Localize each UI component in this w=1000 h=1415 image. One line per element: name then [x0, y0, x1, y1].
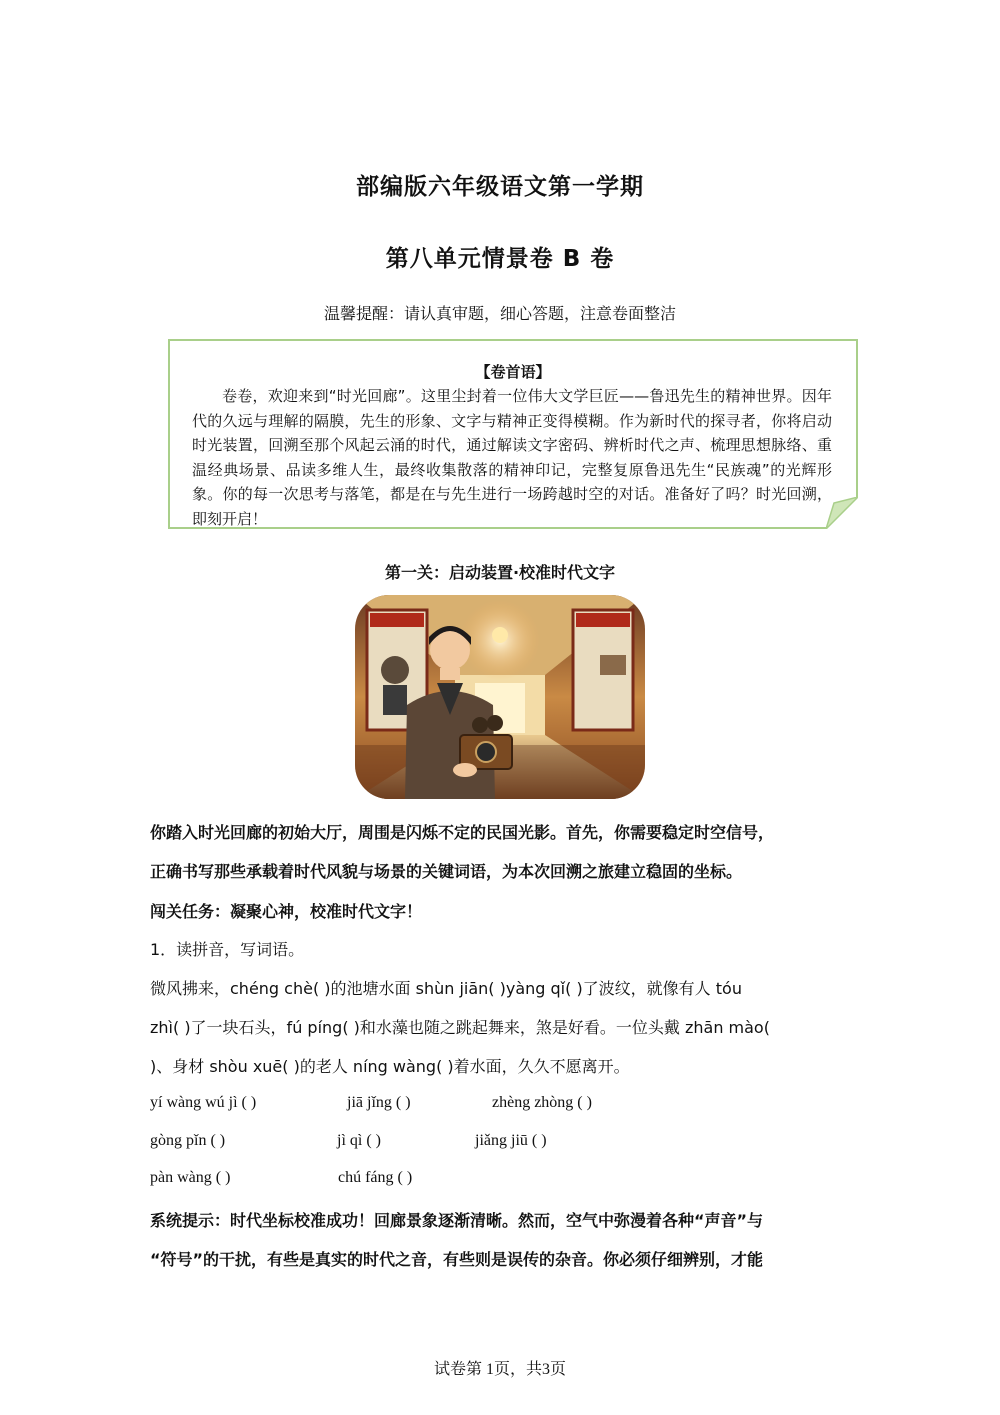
passage-line-1: 微风拂来，chéng chè( )的池塘水面 shùn jiān( )yàng qǐ( )了波纹，就像有人 tóu — [150, 979, 742, 998]
pinyin-row-3 — [0, 1169, 1000, 1193]
page-footer: 试卷第 1页，共3页 — [433, 1361, 566, 1378]
pinyin-blank: pàn wàng ( ) — [150, 1169, 231, 1186]
pinyin-blank: jiǎng jiū ( ) — [475, 1132, 547, 1149]
pinyin-blank: gòng pǐn ( ) — [150, 1132, 226, 1149]
passage-line-2: zhì( )了一块石头，fú píng( )和水藻也随之跳起舞来，煞是好看。一位头戴 zhān mào( — [150, 1018, 770, 1037]
preface-heading: 【卷首语】 — [475, 363, 551, 381]
intro-line-2: 正确书写那些承载着时代风貌与场景的关键词语，为本次回溯之旅建立稳固的坐标。 — [150, 862, 743, 881]
corridor-scene-image — [355, 595, 645, 799]
level1-title: 第一关：启动装置·校准时代文字 — [384, 563, 616, 582]
pinyin-blank: jì qì ( ) — [337, 1132, 381, 1149]
pinyin-blank: chú fáng ( ) — [338, 1169, 413, 1186]
pinyin-blank: zhèng zhòng ( ) — [492, 1094, 592, 1111]
system-hint-line-2: “符号”的干扰，有些是真实的时代之音，有些则是误传的杂音。你必须仔细辨别，才能 — [150, 1250, 764, 1269]
pinyin-blank: yí wàng wú jì ( ) — [150, 1094, 257, 1111]
task-text: 闯关任务：凝聚心神，校准时代文字！ — [150, 902, 423, 921]
intro-line-1: 你踏入时光回廊的初始大厅，周围是闪烁不定的民国光影。首先，你需要稳定时空信号， — [150, 823, 775, 842]
system-hint-line-1: 系统提示：时代坐标校准成功！回廊景象逐渐清晰。然而，空气中弥漫着各种“声音”与 — [150, 1211, 764, 1230]
page-fold-icon — [826, 497, 858, 529]
passage-line-3: )、身材 shòu xuē( )的老人 níng wàng( )着水面，久久不愿离开。 — [150, 1057, 630, 1076]
preface-box — [168, 339, 858, 529]
question-1: 1．读拼音，写词语。 — [150, 940, 305, 959]
paper-subtitle: 第八单元情景卷 B 卷 — [385, 246, 615, 272]
reminder-text: 温馨提醒：请认真审题，细心答题，注意卷面整洁 — [323, 304, 676, 323]
paper-title: 部编版六年级语文第一学期 — [356, 174, 644, 200]
pinyin-row-1 — [0, 1094, 1000, 1118]
pinyin-blank: jiā jǐng ( ) — [347, 1094, 411, 1111]
preface-body: 卷卷，欢迎来到“时光回廊”。这里尘封着一位伟大文学巨匠——鲁迅先生的精神世界。因年代的久远与理解的隔膜，先生的形象、文字与精神正变得模糊。作为新时代的探寻者，你将启动时光装置，回溯至那个风起云涌的时代，通过解读文字密码、辨析时代之声、梳理思想脉络、重温经典场景、品读多维人生，最终收集散落的精神印记，完整复原鲁迅先生“民族魂”的光辉形象。你的每一次思考与落笔，都是在与先生进行一场跨越时空的对话。准备好了吗？时光回溯，即刻开启！ — [192, 387, 832, 528]
pinyin-row-2 — [0, 1132, 1000, 1156]
